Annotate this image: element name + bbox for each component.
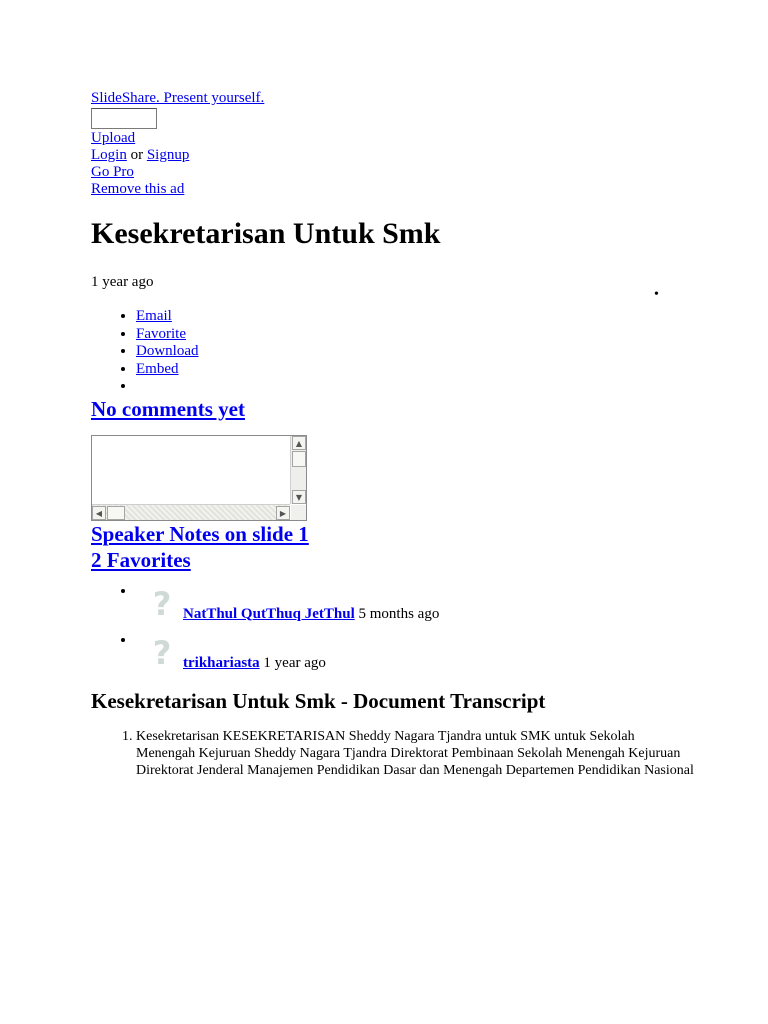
action-item-empty [136, 378, 711, 396]
download-link[interactable]: Download [136, 343, 199, 359]
scroll-down-icon[interactable]: ▼ [292, 490, 306, 504]
action-item-favorite [136, 326, 711, 344]
list-item [136, 632, 711, 681]
action-item-embed [136, 361, 711, 379]
scroll-up-icon[interactable]: ▲ [292, 436, 306, 450]
comments-link[interactable]: No comments yet [91, 396, 245, 421]
signup-link[interactable]: Signup [146, 147, 190, 163]
avatar[interactable]: • ? [152, 633, 172, 672]
scroll-corner [291, 505, 306, 520]
comments-heading [91, 396, 711, 422]
go-pro-row [91, 164, 711, 181]
action-item-download [136, 343, 711, 361]
favorite-link[interactable]: Favorite [136, 325, 186, 342]
upload-row [91, 130, 711, 147]
remove-ad-row [91, 181, 711, 198]
transcript-heading: Kesekretarisan Untuk Smk - Document Transcript [91, 688, 546, 713]
favorite-user-link[interactable]: trikhariasta [183, 654, 260, 671]
favorite-user-link[interactable]: NatThul QutThuq JetThul [183, 605, 355, 622]
favorite-time: 5 months ago [358, 605, 440, 622]
scroll-left-icon[interactable]: ◀ [92, 506, 106, 520]
transcript-list [91, 728, 696, 779]
or-text: or [130, 147, 144, 163]
action-item-email [136, 308, 711, 326]
avatar[interactable]: • ? [152, 584, 172, 623]
horizontal-scroll-thumb[interactable] [107, 506, 125, 520]
go-pro-link[interactable]: Go Pro [91, 164, 134, 180]
page-content [91, 90, 711, 779]
scroll-right-icon[interactable]: ▶ [276, 506, 290, 520]
favorites-link[interactable]: 2 Favorites [91, 547, 191, 572]
slideshare-home-link[interactable]: SlideShare. Present yourself. [91, 90, 265, 106]
favorites-list [91, 583, 711, 681]
login-link[interactable]: Login [91, 147, 127, 163]
favorites-heading [91, 547, 711, 573]
upload-link[interactable]: Upload [91, 130, 136, 146]
favorite-entry [183, 606, 439, 623]
favorite-entry [183, 655, 326, 672]
uploaded-time: 1 year ago [91, 274, 154, 290]
transcript-item: 1. Kesekretarisan KESEKRETARISAN Sheddy Nagara Tjandra untuk SMK untuk Sekolah Menengah Kejuruan Sheddy Nagara Tjandra Direktorat Pembinaan Sekolah Menengah Kejuruan Direktorat Jenderal Manajemen Pendidikan Dasar dan Menengah Departemen Pendidikan Nasional [136, 728, 696, 779]
login-row [91, 147, 711, 164]
speaker-notes-heading [91, 521, 711, 547]
email-link[interactable]: Email [136, 308, 172, 324]
speaker-notes-link[interactable]: Speaker Notes on slide 1 [91, 521, 309, 546]
search-input[interactable] [91, 108, 157, 129]
list-item [136, 583, 711, 632]
embed-link[interactable]: Embed [136, 360, 179, 377]
remove-ad-link[interactable]: Remove this ad [91, 181, 185, 197]
action-list [91, 308, 711, 396]
stray-bullet: • [654, 287, 659, 302]
vertical-scroll-thumb[interactable] [292, 451, 306, 467]
header-brand [91, 90, 711, 107]
page-title: Kesekretarisan Untuk Smk [91, 217, 441, 250]
comment-textarea[interactable] [91, 435, 307, 521]
favorite-time: 1 year ago [263, 654, 326, 671]
